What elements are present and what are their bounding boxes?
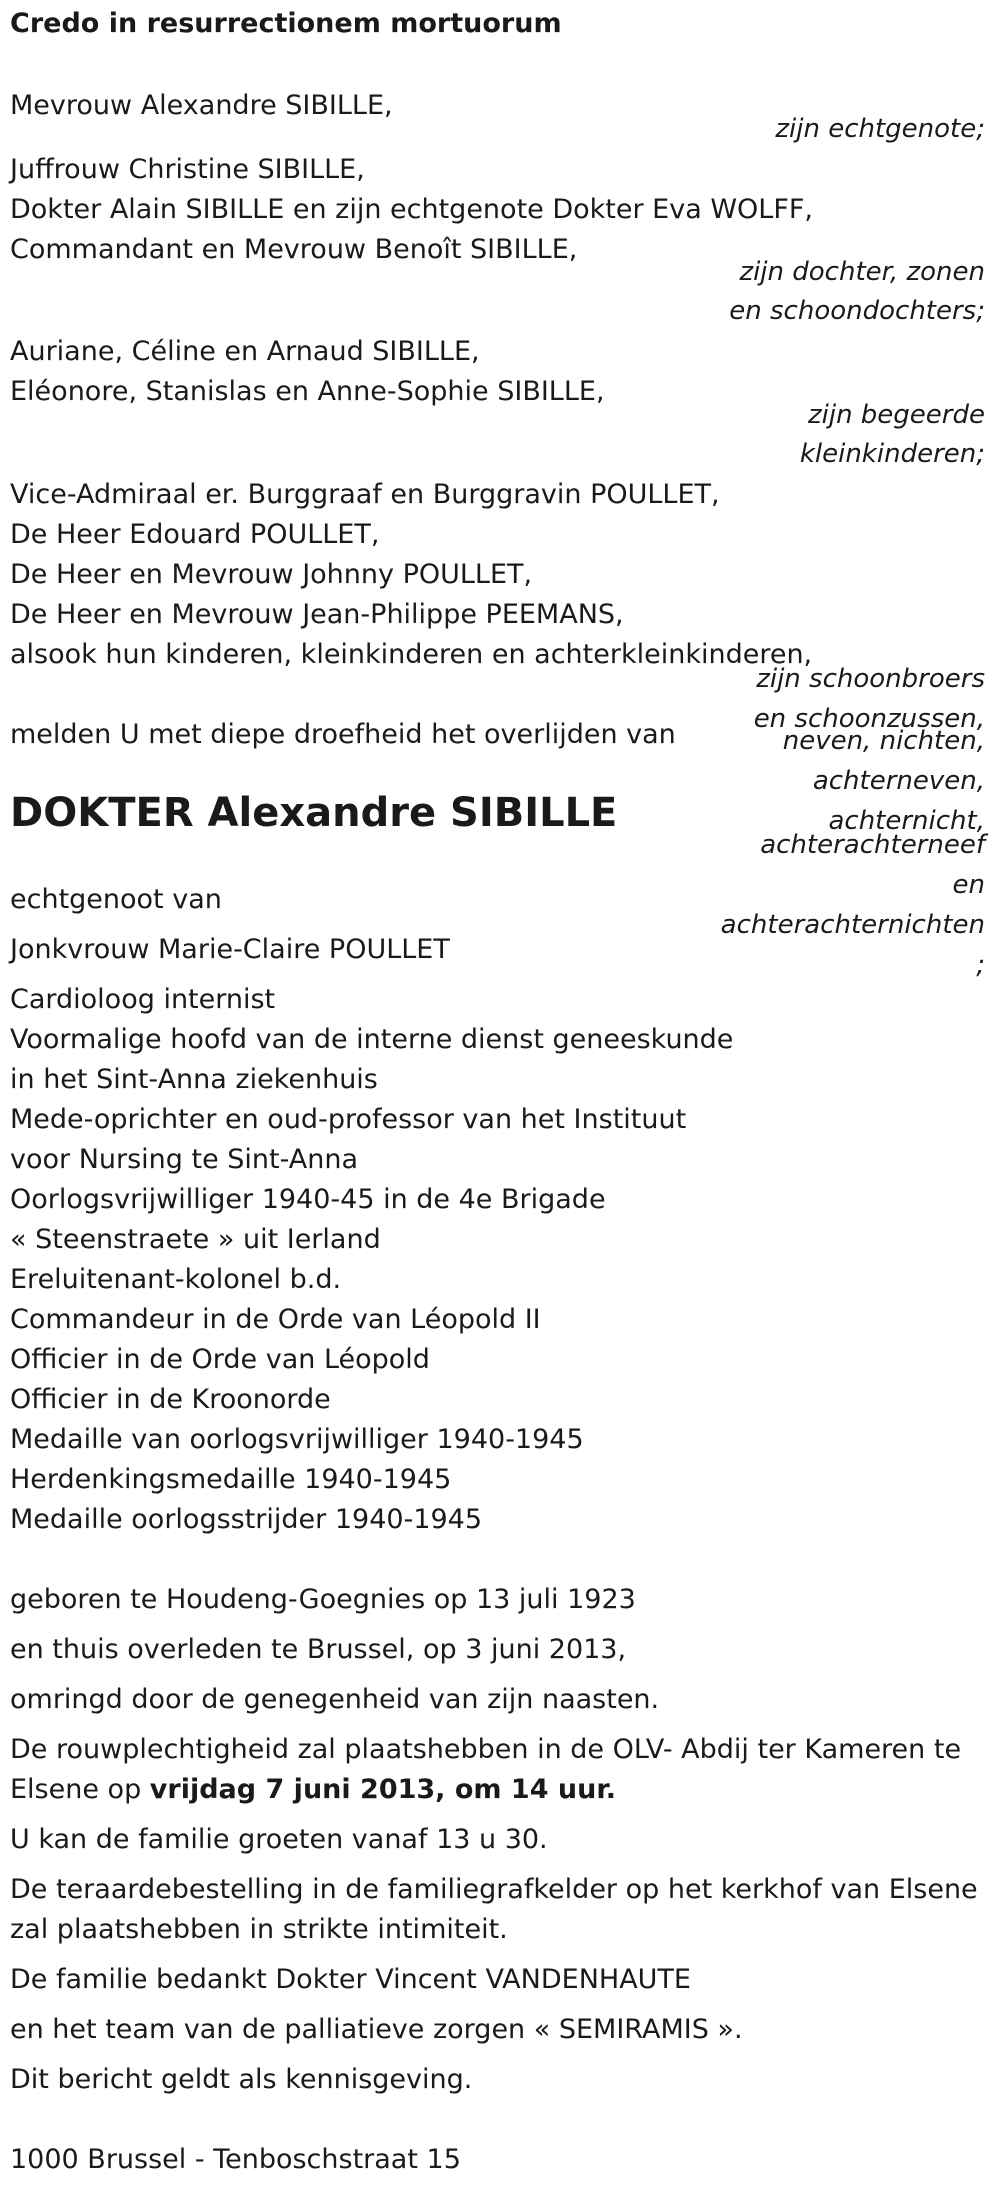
inlaw-line: De Heer en Mevrouw Johnny POULLET, [10, 559, 533, 590]
surrounded-line: omringd door de genegenheid van zijn naasten. [10, 1684, 660, 1715]
spouse-of-name: Jonkvrouw Marie-Claire POULLET [10, 934, 450, 965]
grandchild-line: Eléonore, Stanislas en Anne-Sophie SIBILLE, [10, 376, 605, 407]
spouse-of-label: echtgenoot van [10, 884, 222, 915]
grandchildren-role: kleinkinderen; [799, 439, 985, 469]
title-line: Officier in de Kroonorde [10, 1384, 331, 1415]
great-cousins-role: achterachternichten [720, 910, 985, 940]
announcement: melden U met diepe droefheid het overlijden van [10, 719, 676, 750]
title-line: Medaille van oorlogsvrijwilliger 1940-1945 [10, 1424, 584, 1455]
cousins-role: achternicht, [828, 806, 985, 836]
title-line: voor Nursing te Sint-Anna [10, 1144, 359, 1175]
children-role: zijn dochter, zonen [739, 257, 985, 287]
thanks-line: De familie bedankt Dokter Vincent VANDENHAUTE [10, 1964, 691, 1995]
grandchild-line: Auriane, Céline en Arnaud SIBILLE, [10, 336, 480, 367]
title-line: in het Sint-Anna ziekenhuis [10, 1064, 378, 1095]
great-cousins-role: en [952, 870, 985, 900]
inlaw-line: De Heer en Mevrouw Jean-Philippe PEEMANS, [10, 599, 624, 630]
title-line: Voormalige hoofd van de interne dienst geneeskunde [10, 1024, 734, 1055]
child-line: Juffrouw Christine SIBILLE, [10, 154, 365, 185]
death-line: en thuis overleden te Brussel, op 3 juni 2013, [10, 1634, 627, 1665]
ceremony-date: vrijdag 7 juni 2013, om 14 uur. [149, 1774, 617, 1805]
inlaw-line: alsook hun kinderen, kleinkinderen en achterkleinkinderen, [10, 639, 813, 670]
ceremony-place: Elsene op [10, 1774, 150, 1805]
title-line: Herdenkingsmedaille 1940-1945 [10, 1464, 452, 1495]
inlaws-role: zijn schoonbroers [756, 664, 985, 694]
ceremony-line: De rouwplechtigheid zal plaatshebben in de OLV- Abdij ter Kameren te [10, 1734, 962, 1765]
title-line: Cardioloog internist [10, 984, 276, 1015]
child-line: Commandant en Mevrouw Benoît SIBILLE, [10, 234, 578, 265]
header-motto: Credo in resurrectionem mortuorum [10, 8, 562, 39]
children-role: en schoondochters; [729, 296, 985, 326]
inlaws-role: en schoonzussen, [753, 704, 985, 734]
title-line: Oorlogsvrijwilliger 1940-45 in de 4e Brigade [10, 1184, 606, 1215]
inlaw-line: Vice-Admiraal er. Burggraaf en Burggravin POULLET, [10, 479, 720, 510]
burial-line: zal plaatshebben in strikte intimiteit. [10, 1914, 508, 1945]
deceased-name: DOKTER Alexandre SIBILLE [10, 790, 618, 836]
birth-line: geboren te Houdeng-Goegnies op 13 juli 1923 [10, 1584, 636, 1615]
title-line: Medaille oorlogsstrijder 1940-1945 [10, 1504, 483, 1535]
inlaw-line: De Heer Edouard POULLET, [10, 519, 380, 550]
thanks-line: en het team van de palliatieve zorgen « SEMIRAMIS ». [10, 2014, 743, 2045]
child-line: Dokter Alain SIBILLE en zijn echtgenote Dokter Eva WOLFF, [10, 194, 813, 225]
burial-line: De teraardebestelling in de familiegrafkelder op het kerkhof van Elsene [10, 1874, 978, 1905]
address-line: 1000 Brussel - Tenboschstraat 15 [10, 2144, 461, 2175]
notice-line: Dit bericht geldt als kennisgeving. [10, 2064, 473, 2095]
great-cousins-role: ; [976, 950, 985, 980]
ceremony-line [10, 1770, 616, 1810]
title-line: Ereluitenant-kolonel b.d. [10, 1264, 342, 1295]
title-line: « Steenstraete » uit Ierland [10, 1224, 381, 1255]
cousins-role: achterneven, [812, 766, 985, 796]
great-cousins-role: achterachterneef [760, 830, 985, 860]
title-line: Officier in de Orde van Léopold [10, 1344, 430, 1375]
spouse-role: zijn echtgenote; [775, 114, 985, 144]
greeting-line: U kan de familie groeten vanaf 13 u 30. [10, 1824, 548, 1855]
title-line: Commandeur in de Orde van Léopold II [10, 1304, 541, 1335]
title-line: Mede-oprichter en oud-professor van het Instituut [10, 1104, 687, 1135]
cousins-role: neven, nichten, [782, 726, 985, 756]
spouse-line: Mevrouw Alexandre SIBILLE, [10, 90, 393, 121]
grandchildren-role: zijn begeerde [807, 400, 985, 430]
